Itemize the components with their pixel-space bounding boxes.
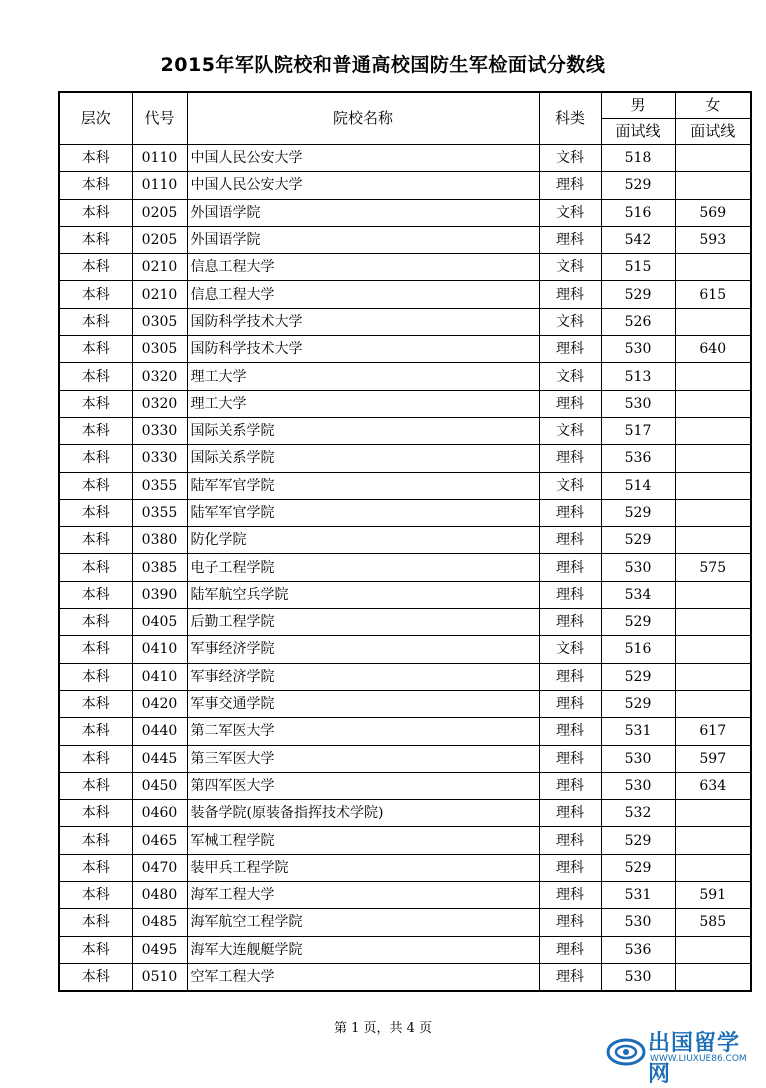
cell-code: 0495 bbox=[132, 936, 187, 963]
cell-science: 理科 bbox=[539, 854, 601, 881]
table-row bbox=[59, 882, 751, 909]
cell-female-score: 569 bbox=[675, 199, 751, 226]
cell-name: 电子工程学院 bbox=[187, 554, 539, 581]
cell-level: 本科 bbox=[59, 336, 132, 363]
table-row bbox=[59, 417, 751, 444]
cell-level: 本科 bbox=[59, 609, 132, 636]
cell-science: 理科 bbox=[539, 772, 601, 799]
cell-male-score: 529 bbox=[601, 854, 675, 881]
cell-level: 本科 bbox=[59, 800, 132, 827]
cell-science: 理科 bbox=[539, 963, 601, 991]
cell-male-score: 529 bbox=[601, 663, 675, 690]
cell-male-score: 530 bbox=[601, 554, 675, 581]
cell-level: 本科 bbox=[59, 827, 132, 854]
cell-science: 理科 bbox=[539, 390, 601, 417]
cell-male-score: 531 bbox=[601, 882, 675, 909]
table-row bbox=[59, 609, 751, 636]
cell-male-score: 516 bbox=[601, 199, 675, 226]
cell-science: 理科 bbox=[539, 172, 601, 199]
cell-science: 理科 bbox=[539, 609, 601, 636]
watermark-url: WWW.LIUXUE86.COM bbox=[650, 1054, 747, 1064]
table-row bbox=[59, 390, 751, 417]
cell-name: 军事经济学院 bbox=[187, 663, 539, 690]
table-row bbox=[59, 718, 751, 745]
cell-female-score bbox=[675, 609, 751, 636]
cell-code: 0320 bbox=[132, 390, 187, 417]
cell-code: 0210 bbox=[132, 281, 187, 308]
cell-male-score: 529 bbox=[601, 281, 675, 308]
cell-name: 陆军军官学院 bbox=[187, 499, 539, 526]
cell-female-score bbox=[675, 527, 751, 554]
cell-name: 装甲兵工程学院 bbox=[187, 854, 539, 881]
cell-level: 本科 bbox=[59, 499, 132, 526]
cell-female-score bbox=[675, 172, 751, 199]
cell-code: 0205 bbox=[132, 226, 187, 253]
cell-level: 本科 bbox=[59, 390, 132, 417]
cell-code: 0390 bbox=[132, 581, 187, 608]
cell-name: 信息工程大学 bbox=[187, 254, 539, 281]
cell-female-score bbox=[675, 308, 751, 335]
cell-code: 0380 bbox=[132, 527, 187, 554]
cell-code: 0305 bbox=[132, 308, 187, 335]
cell-level: 本科 bbox=[59, 363, 132, 390]
cell-female-score: 640 bbox=[675, 336, 751, 363]
cell-level: 本科 bbox=[59, 936, 132, 963]
cell-science: 理科 bbox=[539, 936, 601, 963]
cell-female-score bbox=[675, 363, 751, 390]
cell-male-score: 529 bbox=[601, 827, 675, 854]
cell-male-score: 530 bbox=[601, 772, 675, 799]
table-row bbox=[59, 336, 751, 363]
cell-name: 国际关系学院 bbox=[187, 417, 539, 444]
cell-code: 0450 bbox=[132, 772, 187, 799]
header-name: 院校名称 bbox=[187, 92, 539, 145]
cell-male-score: 530 bbox=[601, 390, 675, 417]
table-row bbox=[59, 690, 751, 717]
cell-female-score bbox=[675, 827, 751, 854]
cell-male-score: 516 bbox=[601, 636, 675, 663]
cell-female-score bbox=[675, 663, 751, 690]
table-row bbox=[59, 636, 751, 663]
cell-male-score: 518 bbox=[601, 145, 675, 172]
cell-science: 理科 bbox=[539, 882, 601, 909]
cell-science: 文科 bbox=[539, 636, 601, 663]
cell-male-score: 529 bbox=[601, 499, 675, 526]
cell-male-score: 534 bbox=[601, 581, 675, 608]
cell-name: 外国语学院 bbox=[187, 199, 539, 226]
watermark bbox=[606, 1026, 762, 1087]
cell-level: 本科 bbox=[59, 254, 132, 281]
cell-name: 装备学院(原装备指挥技术学院) bbox=[187, 800, 539, 827]
cell-name: 海军航空工程学院 bbox=[187, 909, 539, 936]
cell-female-score: 575 bbox=[675, 554, 751, 581]
cell-science: 理科 bbox=[539, 226, 601, 253]
cell-code: 0330 bbox=[132, 445, 187, 472]
cell-male-score: 529 bbox=[601, 609, 675, 636]
cell-code: 0420 bbox=[132, 690, 187, 717]
cell-name: 信息工程大学 bbox=[187, 281, 539, 308]
cell-name: 军事交通学院 bbox=[187, 690, 539, 717]
cell-male-score: 513 bbox=[601, 363, 675, 390]
table-row bbox=[59, 199, 751, 226]
cell-male-score: 526 bbox=[601, 308, 675, 335]
cell-code: 0470 bbox=[132, 854, 187, 881]
cell-level: 本科 bbox=[59, 145, 132, 172]
table-row bbox=[59, 745, 751, 772]
cell-level: 本科 bbox=[59, 718, 132, 745]
cell-male-score: 529 bbox=[601, 690, 675, 717]
cell-female-score bbox=[675, 390, 751, 417]
cell-science: 理科 bbox=[539, 690, 601, 717]
header-male-interview-line: 面试线 bbox=[601, 119, 675, 145]
cell-name: 军事经济学院 bbox=[187, 636, 539, 663]
cell-level: 本科 bbox=[59, 636, 132, 663]
cell-code: 0355 bbox=[132, 472, 187, 499]
page-title: 2015年军队院校和普通高校国防生军检面试分数线 bbox=[160, 54, 606, 76]
cell-male-score: 529 bbox=[601, 527, 675, 554]
cell-science: 理科 bbox=[539, 281, 601, 308]
cell-male-score: 530 bbox=[601, 745, 675, 772]
cell-level: 本科 bbox=[59, 445, 132, 472]
cell-code: 0110 bbox=[132, 145, 187, 172]
cell-male-score: 531 bbox=[601, 718, 675, 745]
table-row bbox=[59, 172, 751, 199]
cell-science: 文科 bbox=[539, 363, 601, 390]
cell-name: 中国人民公安大学 bbox=[187, 145, 539, 172]
cell-code: 0385 bbox=[132, 554, 187, 581]
cell-name: 国防科学技术大学 bbox=[187, 336, 539, 363]
cell-female-score bbox=[675, 690, 751, 717]
cell-science: 理科 bbox=[539, 663, 601, 690]
cell-female-score bbox=[675, 417, 751, 444]
cell-level: 本科 bbox=[59, 663, 132, 690]
cell-science: 理科 bbox=[539, 800, 601, 827]
cell-code: 0510 bbox=[132, 963, 187, 991]
cell-level: 本科 bbox=[59, 554, 132, 581]
cell-male-score: 517 bbox=[601, 417, 675, 444]
cell-name: 国防科学技术大学 bbox=[187, 308, 539, 335]
table-row bbox=[59, 554, 751, 581]
cell-code: 0405 bbox=[132, 609, 187, 636]
cell-science: 理科 bbox=[539, 499, 601, 526]
cell-code: 0480 bbox=[132, 882, 187, 909]
cell-code: 0355 bbox=[132, 499, 187, 526]
cell-name: 理工大学 bbox=[187, 390, 539, 417]
cell-level: 本科 bbox=[59, 308, 132, 335]
cell-science: 理科 bbox=[539, 745, 601, 772]
table-row bbox=[59, 581, 751, 608]
header-code: 代号 bbox=[132, 92, 187, 145]
cell-science: 文科 bbox=[539, 199, 601, 226]
header-female-interview-line: 面试线 bbox=[675, 119, 751, 145]
cell-level: 本科 bbox=[59, 226, 132, 253]
cell-science: 理科 bbox=[539, 445, 601, 472]
cell-male-score: 529 bbox=[601, 172, 675, 199]
cell-code: 0410 bbox=[132, 663, 187, 690]
table-row bbox=[59, 909, 751, 936]
table-row bbox=[59, 445, 751, 472]
cell-male-score: 514 bbox=[601, 472, 675, 499]
cell-female-score bbox=[675, 145, 751, 172]
header-female: 女 bbox=[675, 92, 751, 119]
cell-name: 空军工程大学 bbox=[187, 963, 539, 991]
table-row bbox=[59, 527, 751, 554]
cell-name: 第三军医大学 bbox=[187, 745, 539, 772]
table-row bbox=[59, 499, 751, 526]
table-body bbox=[59, 145, 751, 992]
cell-male-score: 542 bbox=[601, 226, 675, 253]
cell-science: 理科 bbox=[539, 581, 601, 608]
watermark-text: 出国留学网 bbox=[648, 1031, 741, 1087]
cell-level: 本科 bbox=[59, 581, 132, 608]
cell-name: 海军工程大学 bbox=[187, 882, 539, 909]
cell-male-score: 515 bbox=[601, 254, 675, 281]
cell-name: 第四军医大学 bbox=[187, 772, 539, 799]
cell-science: 理科 bbox=[539, 718, 601, 745]
cell-female-score: 591 bbox=[675, 882, 751, 909]
score-table bbox=[58, 91, 752, 992]
cell-male-score: 532 bbox=[601, 800, 675, 827]
cell-level: 本科 bbox=[59, 854, 132, 881]
table-row bbox=[59, 772, 751, 799]
cell-science: 理科 bbox=[539, 527, 601, 554]
header-level: 层次 bbox=[59, 92, 132, 145]
cell-name: 海军大连舰艇学院 bbox=[187, 936, 539, 963]
cell-science: 文科 bbox=[539, 308, 601, 335]
cell-female-score: 597 bbox=[675, 745, 751, 772]
table-row bbox=[59, 854, 751, 881]
table-row bbox=[59, 145, 751, 172]
cell-female-score bbox=[675, 963, 751, 991]
cell-code: 0205 bbox=[132, 199, 187, 226]
cell-level: 本科 bbox=[59, 527, 132, 554]
cell-code: 0330 bbox=[132, 417, 187, 444]
cell-science: 理科 bbox=[539, 336, 601, 363]
cell-science: 文科 bbox=[539, 472, 601, 499]
table-row bbox=[59, 663, 751, 690]
table-row bbox=[59, 308, 751, 335]
table-row bbox=[59, 281, 751, 308]
table-row bbox=[59, 472, 751, 499]
cell-female-score: 617 bbox=[675, 718, 751, 745]
cell-level: 本科 bbox=[59, 281, 132, 308]
table-row bbox=[59, 963, 751, 991]
table-row bbox=[59, 827, 751, 854]
cell-name: 陆军军官学院 bbox=[187, 472, 539, 499]
cell-science: 理科 bbox=[539, 909, 601, 936]
cell-male-score: 536 bbox=[601, 445, 675, 472]
cell-science: 理科 bbox=[539, 827, 601, 854]
cell-male-score: 530 bbox=[601, 909, 675, 936]
cell-female-score: 585 bbox=[675, 909, 751, 936]
cell-code: 0460 bbox=[132, 800, 187, 827]
header-science: 科类 bbox=[539, 92, 601, 145]
cell-level: 本科 bbox=[59, 417, 132, 444]
cell-level: 本科 bbox=[59, 772, 132, 799]
cell-code: 0445 bbox=[132, 745, 187, 772]
cell-female-score bbox=[675, 499, 751, 526]
cell-code: 0410 bbox=[132, 636, 187, 663]
cell-female-score bbox=[675, 800, 751, 827]
cell-science: 文科 bbox=[539, 254, 601, 281]
cell-level: 本科 bbox=[59, 963, 132, 991]
cell-female-score bbox=[675, 445, 751, 472]
cell-code: 0485 bbox=[132, 909, 187, 936]
cell-female-score: 593 bbox=[675, 226, 751, 253]
cell-female-score bbox=[675, 472, 751, 499]
cell-name: 中国人民公安大学 bbox=[187, 172, 539, 199]
cell-name: 陆军航空兵学院 bbox=[187, 581, 539, 608]
cell-code: 0320 bbox=[132, 363, 187, 390]
table-row bbox=[59, 254, 751, 281]
cell-level: 本科 bbox=[59, 172, 132, 199]
cell-code: 0110 bbox=[132, 172, 187, 199]
cell-female-score bbox=[675, 854, 751, 881]
cell-code: 0305 bbox=[132, 336, 187, 363]
cell-female-score bbox=[675, 936, 751, 963]
cell-name: 后勤工程学院 bbox=[187, 609, 539, 636]
table-row bbox=[59, 363, 751, 390]
table-row bbox=[59, 800, 751, 827]
cell-male-score: 530 bbox=[601, 963, 675, 991]
globe-logo-icon bbox=[606, 1028, 646, 1068]
cell-level: 本科 bbox=[59, 882, 132, 909]
cell-code: 0210 bbox=[132, 254, 187, 281]
cell-science: 文科 bbox=[539, 145, 601, 172]
cell-code: 0440 bbox=[132, 718, 187, 745]
cell-female-score bbox=[675, 636, 751, 663]
table-row bbox=[59, 226, 751, 253]
cell-level: 本科 bbox=[59, 745, 132, 772]
cell-name: 国际关系学院 bbox=[187, 445, 539, 472]
cell-name: 外国语学院 bbox=[187, 226, 539, 253]
header-male: 男 bbox=[601, 92, 675, 119]
cell-female-score bbox=[675, 254, 751, 281]
cell-name: 军械工程学院 bbox=[187, 827, 539, 854]
cell-level: 本科 bbox=[59, 909, 132, 936]
cell-female-score: 615 bbox=[675, 281, 751, 308]
cell-name: 防化学院 bbox=[187, 527, 539, 554]
cell-male-score: 536 bbox=[601, 936, 675, 963]
cell-code: 0465 bbox=[132, 827, 187, 854]
table-row bbox=[59, 936, 751, 963]
cell-level: 本科 bbox=[59, 690, 132, 717]
cell-female-score bbox=[675, 581, 751, 608]
cell-name: 理工大学 bbox=[187, 363, 539, 390]
cell-level: 本科 bbox=[59, 472, 132, 499]
cell-female-score: 634 bbox=[675, 772, 751, 799]
cell-male-score: 530 bbox=[601, 336, 675, 363]
page-footer: 第 1 页，共 4 页 bbox=[333, 1021, 433, 1036]
cell-science: 理科 bbox=[539, 554, 601, 581]
cell-level: 本科 bbox=[59, 199, 132, 226]
cell-science: 文科 bbox=[539, 417, 601, 444]
table-header bbox=[59, 92, 751, 145]
cell-name: 第二军医大学 bbox=[187, 718, 539, 745]
